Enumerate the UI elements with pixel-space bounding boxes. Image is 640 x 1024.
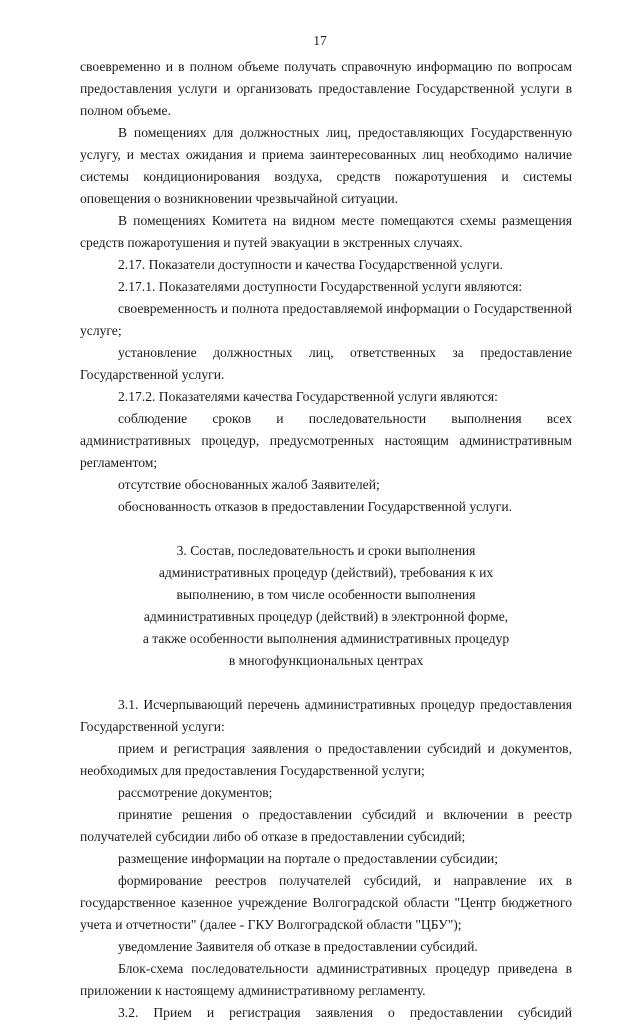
- section-heading-line: в многофункциональных центрах: [228, 653, 424, 668]
- section-heading-line: а также особенности выполнения административных процедур: [142, 631, 510, 646]
- paragraph: 2.17.2. Показателями качества Государственной услуги являются:: [118, 389, 498, 404]
- paragraph: В помещениях для должностных лиц, предоставляющих Государственную услугу, и местах ожидания и приема заинтересованных лиц необходимо наличие системы кондиционирования воздуха, средств пожаротушения и системы оповещения о возникновении чрезвычайной ситуации.: [80, 125, 572, 206]
- paragraph: формирование реестров получателей субсидий, и направление их в государственное казенное учреждение Волгоградской области "Центр бюджетного учета и отчетности" (далее - ГКУ Волгоградской области "ЦБУ");: [80, 873, 572, 932]
- paragraph: прием и регистрация заявления о предоставлении субсидий и документов, необходимых для предоставления Государственной услуги;: [80, 741, 572, 778]
- section-heading: [80, 540, 572, 672]
- paragraph: уведомление Заявителя об отказе в предоставлении субсидий.: [118, 939, 478, 954]
- paragraph: соблюдение сроков и последовательности выполнения всех административных процедур, предусмотренных настоящим административным регламентом;: [80, 411, 572, 470]
- paragraph: Блок-схема последовательности административных процедур приведена в приложении к настоящему административному регламенту.: [80, 961, 572, 998]
- section-heading-line: 3. Состав, последовательность и сроки выполнения: [176, 543, 476, 558]
- section-heading-line: административных процедур (действий), требования к их: [158, 565, 494, 580]
- page-number: 17: [313, 33, 327, 48]
- section-heading-line: выполнению, в том числе особенности выполнения: [176, 587, 476, 602]
- paragraph: своевременность и полнота предоставляемой информации о Государственной услуге;: [80, 301, 572, 338]
- section-heading-line: административных процедур (действий) в электронной форме,: [143, 609, 509, 624]
- paragraph: 2.17.1. Показателями доступности Государственной услуги являются:: [118, 279, 523, 294]
- paragraph: 2.17. Показатели доступности и качества Государственной услуги.: [118, 257, 503, 272]
- paragraph: обоснованность отказов в предоставлении Государственной услуги.: [118, 499, 512, 514]
- paragraph: размещение информации на портале о предоставлении субсидии;: [118, 851, 499, 866]
- paragraph: 3.1. Исчерпывающий перечень административных процедур предоставления Государственной услуги:: [80, 697, 572, 734]
- paragraph: рассмотрение документов;: [118, 785, 273, 800]
- document-body: [80, 56, 572, 1024]
- paragraph: отсутствие обоснованных жалоб Заявителей;: [118, 477, 380, 492]
- paragraph: В помещениях Комитета на видном месте помещаются схемы размещения средств пожаротушения и путей эвакуации в экстренных случаях.: [80, 213, 572, 250]
- paragraph: своевременно и в полном объеме получать справочную информацию по вопросам предоставления услуги и организовать предоставление Государственной услуги в полном объеме.: [80, 59, 572, 118]
- paragraph: установление должностных лиц, ответственных за предоставление Государственной услуги.: [80, 345, 572, 382]
- paragraph: 3.2. Прием и регистрация заявления о предоставлении субсидий: [118, 1005, 572, 1020]
- paragraph: принятие решения о предоставлении субсидий и включении в реестр получателей субсидии либо об отказе в предоставлении субсидий;: [80, 807, 572, 844]
